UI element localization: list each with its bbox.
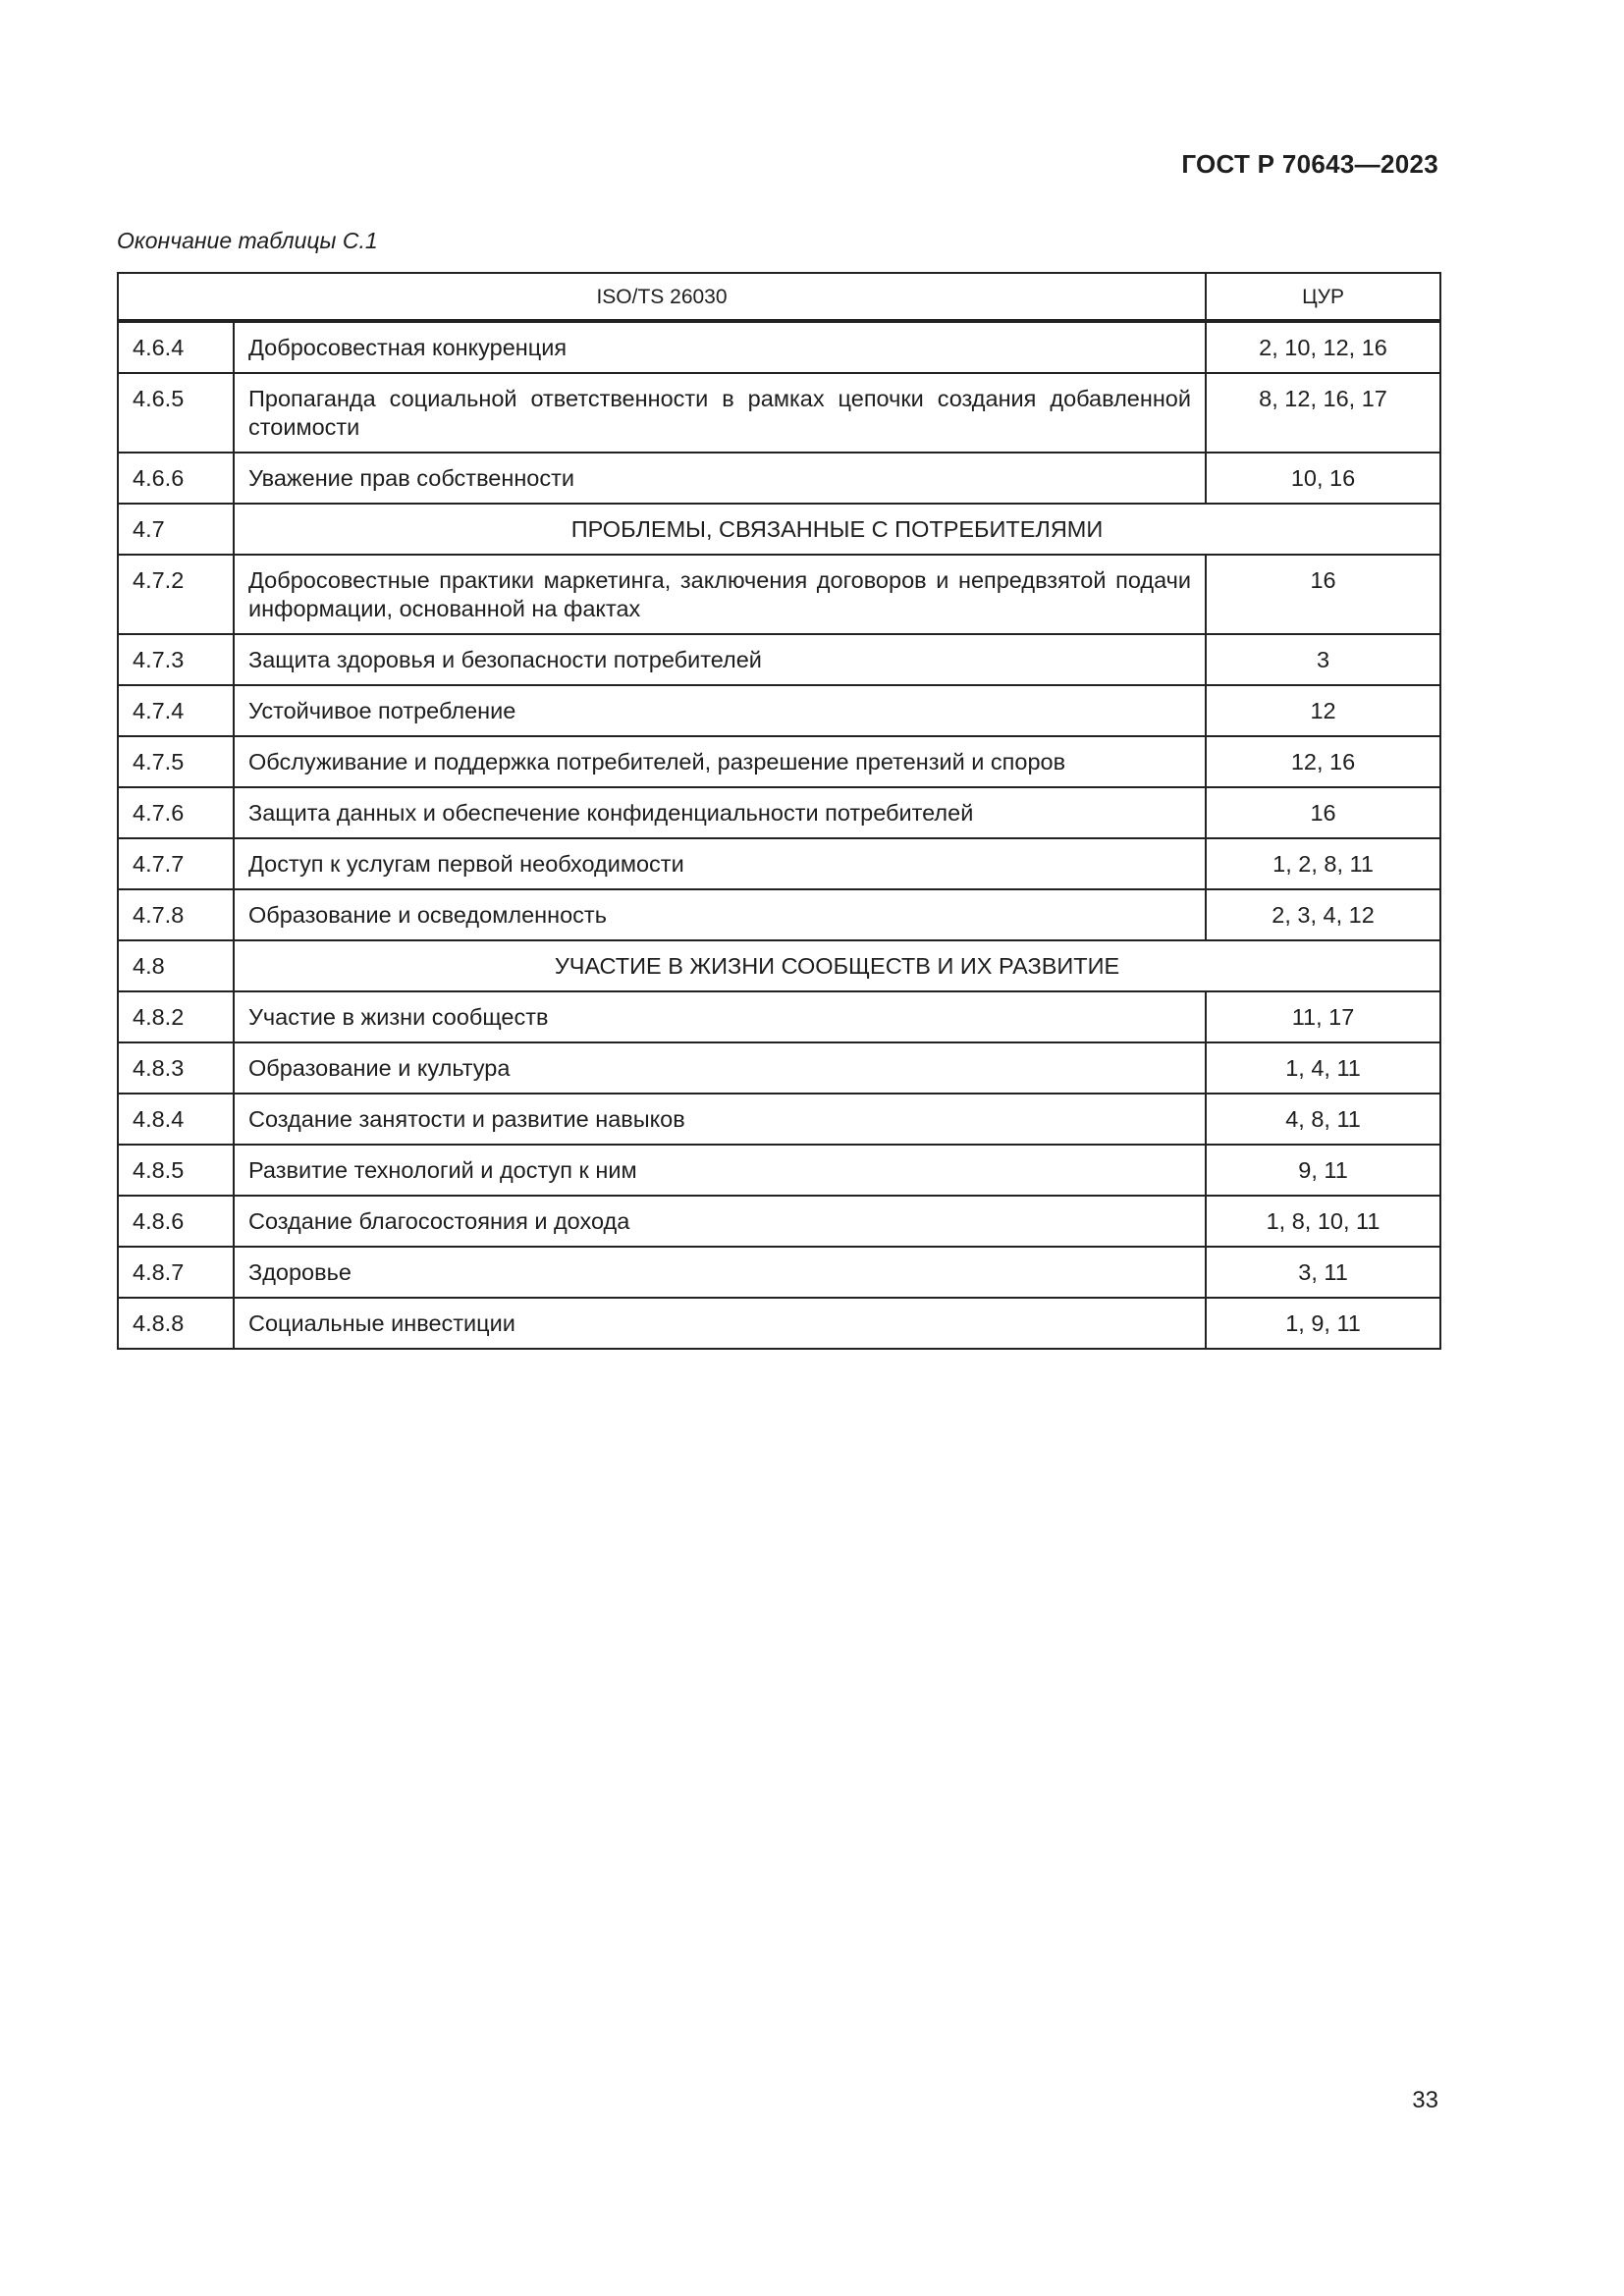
clause-title: Создание благосостояния и дохода — [234, 1196, 1206, 1247]
table-row — [118, 1298, 1440, 1349]
clause-title: Пропаганда социальной ответственности в рамках цепочки создания добавленной стоимости — [234, 373, 1206, 453]
clause-number: 4.8 — [118, 940, 234, 991]
sdg-numbers: 9, 11 — [1206, 1145, 1440, 1196]
section-title: ПРОБЛЕМЫ, СВЯЗАННЫЕ С ПОТРЕБИТЕЛЯМИ — [234, 504, 1440, 555]
clause-number: 4.6.6 — [118, 453, 234, 504]
clause-number: 4.7.4 — [118, 685, 234, 736]
sdg-numbers: 1, 4, 11 — [1206, 1042, 1440, 1094]
clause-number: 4.7 — [118, 504, 234, 555]
sdg-numbers: 16 — [1206, 555, 1440, 634]
clause-title: Защита здоровья и безопасности потребителей — [234, 634, 1206, 685]
table-row — [118, 838, 1440, 889]
clause-number: 4.8.8 — [118, 1298, 234, 1349]
table-caption: Окончание таблицы С.1 — [117, 228, 378, 253]
clause-title: Участие в жизни сообществ — [234, 991, 1206, 1042]
table-row — [118, 453, 1440, 504]
clause-title: Образование и осведомленность — [234, 889, 1206, 940]
clause-title: Добросовестные практики маркетинга, заключения договоров и непредвзятой подачи информации, основанной на фактах — [234, 555, 1206, 634]
table-row — [118, 787, 1440, 838]
table-row — [118, 1247, 1440, 1298]
sdg-numbers: 1, 2, 8, 11 — [1206, 838, 1440, 889]
column-header-sdg: ЦУР — [1206, 273, 1440, 321]
clause-number: 4.7.8 — [118, 889, 234, 940]
clause-title: Устойчивое потребление — [234, 685, 1206, 736]
clause-number: 4.8.6 — [118, 1196, 234, 1247]
section-title: УЧАСТИЕ В ЖИЗНИ СООБЩЕСТВ И ИХ РАЗВИТИЕ — [234, 940, 1440, 991]
clause-number: 4.8.5 — [118, 1145, 234, 1196]
clause-title: Развитие технологий и доступ к ним — [234, 1145, 1206, 1196]
table-row — [118, 889, 1440, 940]
sdg-numbers: 1, 8, 10, 11 — [1206, 1196, 1440, 1247]
table-row — [118, 634, 1440, 685]
sdg-numbers: 11, 17 — [1206, 991, 1440, 1042]
table-header-row — [118, 273, 1440, 321]
table-row — [118, 1042, 1440, 1094]
sdg-numbers: 2, 10, 12, 16 — [1206, 321, 1440, 373]
clause-number: 4.6.5 — [118, 373, 234, 453]
table-row — [118, 321, 1440, 373]
clause-title: Создание занятости и развитие навыков — [234, 1094, 1206, 1145]
table-body — [118, 321, 1440, 1349]
page-number: 33 — [1412, 2087, 1438, 2113]
clause-number: 4.8.3 — [118, 1042, 234, 1094]
clause-title: Доступ к услугам первой необходимости — [234, 838, 1206, 889]
sdg-numbers: 10, 16 — [1206, 453, 1440, 504]
clause-title: Обслуживание и поддержка потребителей, разрешение претензий и споров — [234, 736, 1206, 787]
table-row — [118, 1094, 1440, 1145]
document-code: ГОСТ Р 70643—2023 — [1181, 149, 1438, 179]
table-row — [118, 555, 1440, 634]
clause-number: 4.7.7 — [118, 838, 234, 889]
clause-number: 4.7.2 — [118, 555, 234, 634]
sdg-numbers: 12 — [1206, 685, 1440, 736]
section-row — [118, 940, 1440, 991]
sdg-numbers: 2, 3, 4, 12 — [1206, 889, 1440, 940]
sdg-numbers: 1, 9, 11 — [1206, 1298, 1440, 1349]
sdg-numbers: 3 — [1206, 634, 1440, 685]
table-row — [118, 373, 1440, 453]
column-header-iso: ISO/TS 26030 — [118, 273, 1206, 321]
sdg-numbers: 3, 11 — [1206, 1247, 1440, 1298]
clause-number: 4.7.3 — [118, 634, 234, 685]
section-row — [118, 504, 1440, 555]
clause-number: 4.8.4 — [118, 1094, 234, 1145]
clause-title: Защита данных и обеспечение конфиденциальности потребителей — [234, 787, 1206, 838]
clause-number: 4.7.5 — [118, 736, 234, 787]
clause-title: Здоровье — [234, 1247, 1206, 1298]
clause-title: Образование и культура — [234, 1042, 1206, 1094]
sdg-numbers: 4, 8, 11 — [1206, 1094, 1440, 1145]
clause-number: 4.7.6 — [118, 787, 234, 838]
clause-number: 4.8.7 — [118, 1247, 234, 1298]
clause-number: 4.6.4 — [118, 321, 234, 373]
table-row — [118, 1145, 1440, 1196]
table-row — [118, 685, 1440, 736]
standards-mapping-table — [117, 272, 1441, 1350]
table-row — [118, 1196, 1440, 1247]
clause-title: Уважение прав собственности — [234, 453, 1206, 504]
sdg-numbers: 8, 12, 16, 17 — [1206, 373, 1440, 453]
clause-number: 4.8.2 — [118, 991, 234, 1042]
clause-title: Добросовестная конкуренция — [234, 321, 1206, 373]
clause-title: Социальные инвестиции — [234, 1298, 1206, 1349]
table-row — [118, 736, 1440, 787]
sdg-numbers: 16 — [1206, 787, 1440, 838]
table-row — [118, 991, 1440, 1042]
sdg-numbers: 12, 16 — [1206, 736, 1440, 787]
